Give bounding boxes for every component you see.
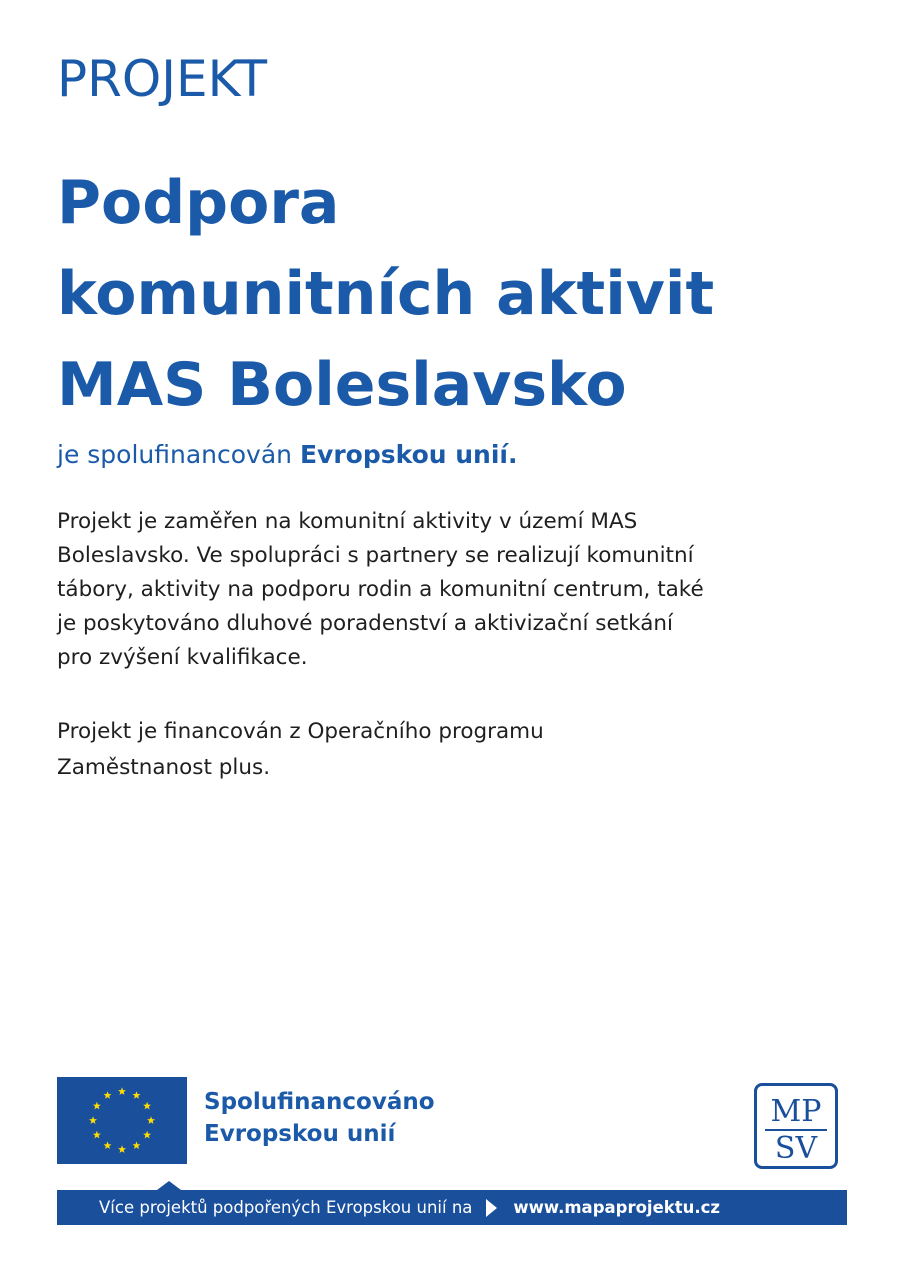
footer-notch — [157, 1181, 181, 1190]
eu-star-icon — [118, 1087, 126, 1095]
footer-bar — [57, 1190, 847, 1225]
project-title-line-3: MAS Boleslavsko — [57, 350, 627, 420]
description-line-1: Projekt je zaměřen na komunitní aktivity v území MAS — [57, 509, 638, 534]
eu-star-icon — [133, 1091, 141, 1099]
funding-statement — [57, 714, 857, 786]
description-line-3: tábory, aktivity na podporu rodin a komunitní centrum, také — [57, 577, 704, 602]
project-title — [57, 158, 877, 431]
mpsv-logo-bottom: SV — [774, 1131, 818, 1166]
eu-star-icon — [93, 1102, 101, 1110]
eu-star-icon — [133, 1141, 141, 1149]
mapaprojektu-link[interactable]: www.mapaprojektu.cz — [513, 1198, 721, 1217]
eu-star-icon — [104, 1091, 112, 1099]
header-kicker: PROJEKT — [57, 50, 268, 108]
eu-star-icon — [118, 1145, 126, 1153]
cofinancing-statement — [57, 440, 518, 469]
eu-label-line-1: Spolufinancováno — [204, 1089, 435, 1115]
eu-star-icon — [104, 1141, 112, 1149]
eu-star-icon — [147, 1116, 155, 1124]
project-description — [57, 505, 857, 675]
project-title-line-2: komunitních aktivit — [57, 259, 715, 329]
arrow-right-icon — [486, 1199, 497, 1217]
eu-flag-stars — [57, 1077, 187, 1164]
eu-star-icon — [93, 1131, 101, 1139]
description-line-4: je poskytováno dluhové poradenství a aktivizační setkání — [57, 611, 673, 636]
footer-more-text: Více projektů podpořených Evropskou unií na — [99, 1198, 473, 1217]
eu-star-icon — [143, 1102, 151, 1110]
funding-line-2: Zaměstnanost plus. — [57, 755, 271, 780]
mpsv-logo-top: MP — [770, 1094, 822, 1129]
cofinancing-eu: Evropskou unií. — [299, 440, 518, 469]
funding-line-1: Projekt je financován z Operačního programu — [57, 719, 544, 744]
eu-flag-icon — [57, 1077, 187, 1164]
project-title-line-1: Podpora — [57, 168, 340, 238]
eu-star-icon — [143, 1131, 151, 1139]
eu-cofinanced-label — [204, 1086, 435, 1150]
mpsv-logo-icon — [754, 1083, 838, 1169]
eu-label-line-2: Evropskou unií — [204, 1121, 396, 1147]
eu-star-icon — [89, 1116, 97, 1124]
cofinancing-prefix: je spolufinancován — [57, 440, 293, 469]
description-line-5: pro zvýšení kvalifikace. — [57, 645, 308, 670]
description-line-2: Boleslavsko. Ve spolupráci s partnery se realizují komunitní — [57, 543, 694, 568]
